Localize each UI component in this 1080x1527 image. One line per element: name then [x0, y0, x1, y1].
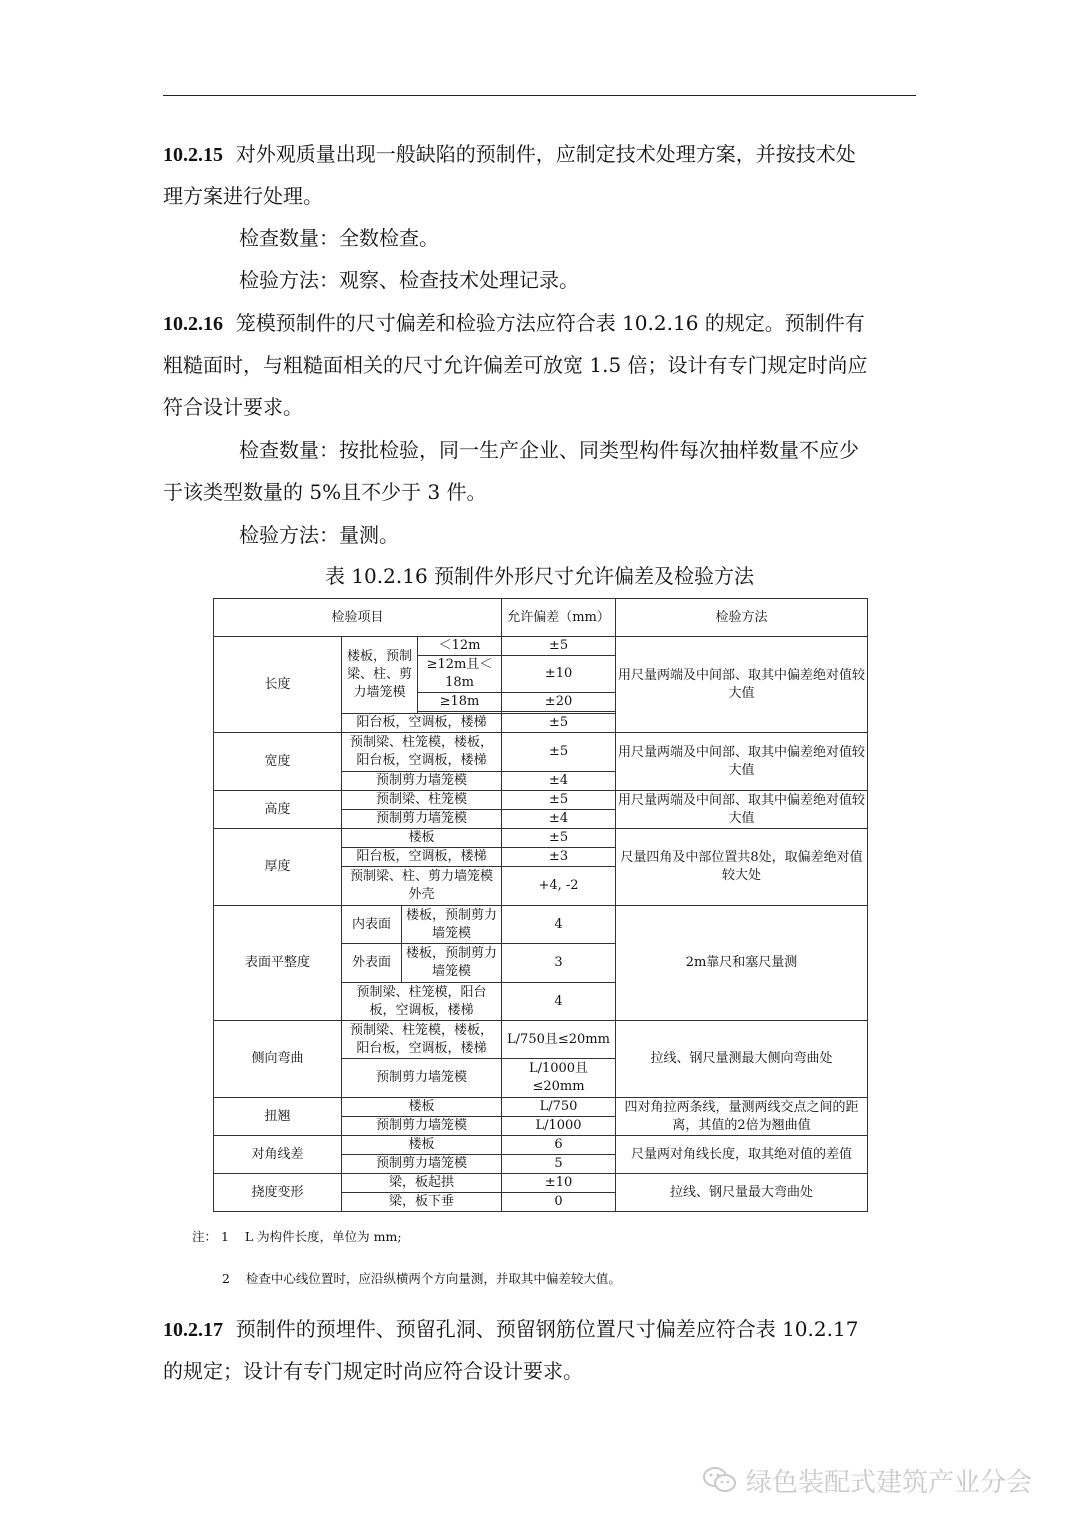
cell-item: 预制梁、柱笼模，阳台板，空调板，楼梯 — [342, 983, 502, 1021]
table-row — [214, 637, 868, 656]
cell-tolerance: L/750且≤20mm — [502, 1021, 616, 1059]
cell-item: 楼板，预制剪力墙笼模 — [402, 944, 502, 983]
row-label-thickness: 厚度 — [214, 829, 342, 906]
cell-item: 梁，板起拱 — [342, 1174, 502, 1193]
cell-condition: ＜12m — [418, 637, 502, 656]
cell-condition: ≥18m — [418, 693, 502, 712]
clause-10-2-17: 10.2.17 预制件的预埋件、预留孔洞、预留钢筋位置尺寸偏差应符合表 10.2.17 — [163, 1317, 859, 1341]
clause-10-2-16: 10.2.16 笼模预制件的尺寸偏差和检验方法应符合表 10.2.16 的规定。预制件有 — [163, 311, 865, 335]
cell-tolerance: ±5 — [502, 791, 616, 810]
wechat-icon — [702, 1465, 738, 1495]
cell-item: 阳台板，空调板，楼梯 — [342, 714, 502, 733]
cell-method: 用尺量两端及中间部、取其中偏差绝对值较大值 — [616, 637, 868, 733]
cell-item: 预制剪力墙笼模 — [342, 1059, 502, 1098]
watermark — [702, 1462, 1032, 1498]
clause-10-2-16-line3: 符合设计要求。 — [163, 395, 303, 419]
cell-item: 梁，板下垂 — [342, 1193, 502, 1212]
row-label-diagonal: 对角线差 — [214, 1136, 342, 1174]
cell-side: 内表面 — [342, 906, 402, 944]
header-rule — [163, 95, 916, 96]
cell-item: 预制梁、柱笼模，楼板，阳台板，空调板，楼梯 — [342, 1021, 502, 1059]
cell-method: 用尺量两端及中间部、取其中偏差绝对值较大值 — [616, 791, 868, 829]
cell-tolerance: ±4 — [502, 772, 616, 791]
table-row — [214, 1021, 868, 1059]
cell-item: 预制剪力墙笼模 — [342, 810, 502, 829]
row-label-bending: 侧向弯曲 — [214, 1021, 342, 1098]
cell-method: 用尺量两端及中间部、取其中偏差绝对值较大值 — [616, 733, 868, 791]
cell-tolerance: 6 — [502, 1136, 616, 1155]
check-quantity-cont: 于该类型数量的 5%且不少于 3 件。 — [163, 480, 487, 504]
table-header-row — [214, 599, 868, 637]
cell-tolerance: L/1000 — [502, 1117, 616, 1136]
header-method: 检验方法 — [616, 599, 868, 637]
cell-method: 尺量四角及中部位置共8处，取偏差绝对值较大处 — [616, 829, 868, 906]
cell-tolerance: 4 — [502, 983, 616, 1021]
clause-10-2-15: 10.2.15 对外观质量出现一般缺陷的预制件，应制定技术处理方案，并按技术处 — [163, 142, 856, 166]
table-row — [214, 1136, 868, 1155]
cell-tolerance: ±10 — [502, 1174, 616, 1193]
table-row — [214, 906, 868, 944]
cell-tolerance: 5 — [502, 1155, 616, 1174]
watermark-text: 绿色装配式建筑产业分会 — [746, 1467, 1033, 1498]
cell-item: 预制梁、柱、剪力墙笼模外壳 — [342, 867, 502, 906]
cell-tolerance: L/750 — [502, 1098, 616, 1117]
cell-item: 楼板 — [342, 829, 502, 848]
table-row — [214, 1174, 868, 1193]
cell-method: 拉线、钢尺量最大弯曲处 — [616, 1174, 868, 1212]
cell-tolerance: 4 — [502, 906, 616, 944]
clause-10-2-17-cont: 的规定；设计有专门规定时尚应符合设计要求。 — [163, 1359, 583, 1383]
cell-item: 阳台板，空调板，楼梯 — [342, 848, 502, 867]
cell-tolerance: ±20 — [502, 693, 616, 712]
cell-tolerance: 3 — [502, 944, 616, 983]
cell-item: 楼板 — [342, 1136, 502, 1155]
header-item: 检验项目 — [214, 599, 502, 637]
clause-10-2-15-cont: 理方案进行处理。 — [163, 184, 323, 208]
cell-method: 四对角拉两条线，量测两线交点之间的距离，其值的2倍为翘曲值 — [616, 1098, 868, 1136]
cell-item: 楼板，预制梁、柱、剪力墙笼模 — [342, 637, 418, 714]
cell-item: 预制剪力墙笼模 — [342, 1155, 502, 1174]
cell-tolerance: ±4 — [502, 810, 616, 829]
cell-tolerance: ±3 — [502, 848, 616, 867]
header-tolerance: 允许偏差（mm） — [502, 599, 616, 637]
cell-tolerance: L/1000且≤20mm — [502, 1059, 616, 1098]
check-quantity: 检查数量：按批检验，同一生产企业、同类型构件每次抽样数量不应少 — [239, 438, 859, 462]
table-row — [214, 791, 868, 810]
cell-item: 预制梁、柱笼模 — [342, 791, 502, 810]
row-label-warp: 扭翘 — [214, 1098, 342, 1136]
cell-condition: ≥12m且＜18m — [418, 656, 502, 693]
check-method: 检验方法：观察、检查技术处理记录。 — [239, 268, 579, 292]
row-label-deflection: 挠度变形 — [214, 1174, 342, 1212]
cell-tolerance: ±5 — [502, 714, 616, 733]
cell-side: 外表面 — [342, 944, 402, 983]
cell-item: 预制梁、柱笼模，楼板，阳台板，空调板，楼梯 — [342, 733, 502, 772]
clause-10-2-16-line2: 粗糙面时，与粗糙面相关的尺寸允许偏差可放宽 1.5 倍；设计有专门规定时尚应 — [163, 353, 868, 377]
cell-item: 预制剪力墙笼模 — [342, 1117, 502, 1136]
table-row — [214, 1098, 868, 1117]
row-label-height: 高度 — [214, 791, 342, 829]
check-quantity: 检查数量：全数检查。 — [239, 226, 439, 250]
cell-tolerance: +4, -2 — [502, 867, 616, 906]
cell-method: 2m靠尺和塞尺量测 — [616, 906, 868, 1021]
check-method: 检验方法：量测。 — [239, 523, 399, 547]
row-label-length: 长度 — [214, 637, 342, 733]
table-row — [214, 829, 868, 848]
cell-item: 楼板，预制剪力墙笼模 — [402, 906, 502, 944]
table-caption: 表 10.2.16 预制件外形尺寸允许偏差及检验方法 — [324, 564, 755, 588]
cell-item: 预制剪力墙笼模 — [342, 772, 502, 791]
cell-method: 拉线、钢尺量测最大侧向弯曲处 — [616, 1021, 868, 1098]
cell-tolerance: ±5 — [502, 829, 616, 848]
row-label-width: 宽度 — [214, 733, 342, 791]
table-note-1: 注： 1 L 为构件长度，单位为 mm; — [192, 1229, 402, 1244]
cell-method: 尺量两对角线长度，取其绝对值的差值 — [616, 1136, 868, 1174]
cell-tolerance: ±10 — [502, 656, 616, 693]
cell-tolerance: 0 — [502, 1193, 616, 1212]
cell-item: 楼板 — [342, 1098, 502, 1117]
tolerance-table — [213, 598, 868, 1212]
cell-tolerance: ±5 — [502, 733, 616, 772]
table-note-2: 2 检查中心线位置时，应沿纵横两个方向量测，并取其中偏差较大值。 — [222, 1271, 621, 1286]
table-row — [214, 733, 868, 772]
row-label-flatness: 表面平整度 — [214, 906, 342, 1021]
cell-tolerance: ±5 — [502, 637, 616, 656]
